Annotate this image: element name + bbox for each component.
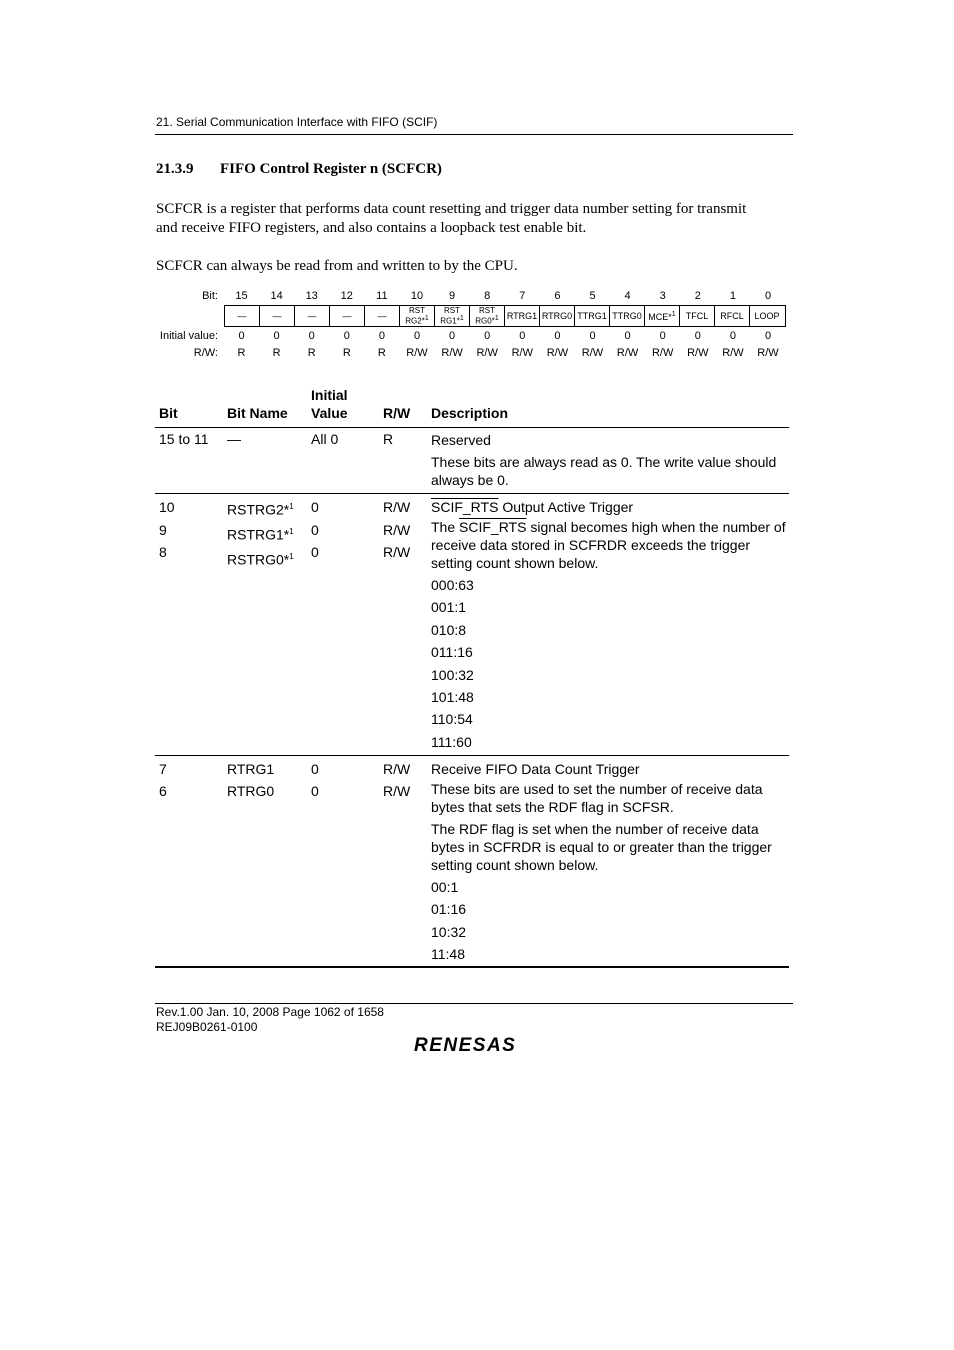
bit-field: RST RG0*$^1$ [469,306,504,326]
bit-number: 8 [484,290,491,302]
row-divider [155,493,789,494]
rw-value: R/W [722,347,744,359]
bit-cell [159,758,167,802]
col-header-bit-name: Bit Name [227,405,288,421]
setting-value: 011:16 [431,644,473,661]
setting-value: 001:1 [431,599,467,616]
description-title: Receive FIFO Data Count Trigger [431,761,640,777]
description-text: These bits are used to set the number of receive data bytes that sets the RDF flag in SCFSR. [431,781,763,815]
description-cell [431,758,789,966]
setting-value: 100:32 [431,666,474,683]
rw-value: R/W [581,347,604,359]
rw-value: R/W [476,347,498,359]
rw-value: R/W [383,761,411,777]
setting-value: 010:8 [431,621,467,638]
initial-value: 0 [729,330,736,342]
setting-value: 101:48 [431,689,474,706]
bit-field: LOOP [749,306,784,326]
bit-cell: 15 to 11 [159,431,209,447]
initial-value: 0 [694,330,701,342]
description-title: Reserved [431,432,491,448]
bit-number: 13 [305,290,318,302]
rw-value: R/W [616,347,639,359]
setting-value: 111:60 [431,733,472,750]
initial-value: 0 [413,330,421,342]
initial-row-label: Initial value: [159,330,218,342]
setting-value: 01:16 [431,901,467,918]
section-heading [156,161,442,178]
bit-field: TTRG1 [574,306,609,326]
bit-number: 10 [410,290,424,302]
rw-value: R [377,347,386,359]
bit-field: RFCL [714,306,749,326]
rw-value: R/W [757,347,779,359]
intro-line-2: and receive FIFO registers, and also contains a loopback test enable bit. [156,220,587,236]
bit-field: RST RG2*$^1$ [399,306,434,326]
bit-field: RTRG0 [539,306,574,326]
bit-name-cell [227,758,274,802]
renesas-logo-mark [414,1033,534,1055]
initial-cell [311,496,319,564]
footer-revision: Rev.1.00 Jan. 10, 2008 Page 1062 of 1658 [156,1005,384,1019]
bit-name-rstrg1: RSTRG1*$^1$ [227,526,294,543]
initial-value: 0 [311,783,319,799]
bit-10: 10 [159,499,175,515]
setting-values [431,574,789,753]
bit-number: 5 [589,290,596,302]
bit-field: — [364,306,399,326]
initial-value: 0 [311,499,319,515]
rw-value: R/W [441,347,463,359]
col-header-rw: R/W [383,405,411,421]
bit-field: TFCL [679,306,714,326]
initial-value: 0 [238,330,245,342]
setting-value: 11:48 [431,946,465,963]
bit-number: 1 [729,290,736,302]
bit-7: 7 [159,761,167,777]
bit-number: 2 [694,290,701,302]
initial-value: 0 [311,761,319,777]
description-text: These bits are always read as 0. The write value should always be 0. [431,454,777,488]
bit-field: RTRG1 [504,306,539,326]
initial-cell: All 0 [311,431,339,447]
initial-value: 0 [554,330,561,342]
rw-cell [383,758,410,802]
bit-name-rstrg0: RSTRG0*$^1$ [227,551,294,568]
bit-name-cell [227,496,294,571]
initial-value: 0 [519,330,526,342]
setting-value: 00:1 [431,879,459,895]
bit-number: 0 [764,290,772,302]
col-header-description: Description [431,405,509,421]
initial-value: 0 [273,330,280,342]
bit-name-rtrg0: RTRG0 [227,783,275,799]
setting-value: 10:32 [431,923,467,940]
renesas-logo [414,1033,534,1060]
bit-number: 3 [659,290,666,302]
initial-value: 0 [449,330,456,342]
initial-cell [311,758,319,802]
bit-field: RST RG1*$^1$ [434,306,469,326]
bit-field: — [237,310,247,321]
bit-field: — [259,306,294,326]
access-paragraph: SCFCR can always be read from and written to by the CPU. [156,258,518,274]
intro-paragraph [156,200,796,238]
col-header-bit: Bit [159,405,178,421]
table-header-rule [155,427,789,428]
register-bit-fields [224,305,786,327]
svg-text:RENESAS: RENESAS [414,1035,517,1055]
rw-row-label: R/W: [193,347,218,359]
bit-number: 15 [235,290,248,302]
rw-value: R [237,347,246,359]
header-rule [155,134,793,135]
bit-9: 9 [159,521,167,538]
bit-field: TTRG0 [609,306,644,326]
bit-8: 8 [159,544,167,560]
rw-value: R/W [651,347,674,359]
initial-value: 0 [308,330,315,342]
bit-6: 6 [159,783,167,799]
bit-number: 11 [376,290,388,302]
rw-value: R/W [687,347,709,359]
rw-value: R [272,347,281,359]
setting-values [431,876,789,966]
footer-document-number: REJ09B0261-0100 [156,1020,258,1034]
rw-value: R/W [546,347,569,359]
initial-value: 0 [624,330,631,342]
description-text: The RDF flag is set when the number of receive data bytes in SCFRDR is equal to or greater than the trigger setting count shown below. [431,821,772,873]
bit-row-label: Bit: [202,290,218,302]
bit-name-cell: — [227,431,241,447]
intro-line-1: SCFCR is a register that performs data count resetting and trigger data number setting for transmit [156,201,747,217]
initial-value: 0 [484,330,491,342]
footer-rule [155,1003,793,1004]
rw-value: R/W [383,499,411,515]
initial-value: 0 [764,330,772,342]
rw-value: R/W [383,783,411,799]
section-title: FIFO Control Register n (SCFCR) [220,161,442,177]
row-divider [155,755,789,756]
bit-number: 7 [519,290,526,302]
bit-name-rstrg2: RSTRG2*$^1$ [227,501,294,518]
bit-number: 14 [270,290,283,302]
rw-value: R [307,347,316,359]
description-text: The SCIF_RTS signal becomes high when the number of receive data stored in SCFRDR exceeds the trigger setting count shown below. [431,519,786,571]
initial-value: 0 [659,330,666,342]
col-header-initial: Initial [311,387,348,403]
rw-value: R/W [383,544,411,560]
col-header-value: Value [311,405,348,421]
initial-value: 0 [343,330,350,342]
description-cell [431,496,789,753]
rw-value: R/W [383,521,411,538]
section-number: 21.3.9 [156,161,194,177]
bit-field: MCE*$^1$ [644,306,679,326]
bit-field: — [329,306,364,326]
table-bottom-rule [155,966,789,968]
initial-value: 0 [311,521,319,538]
bit-number: 4 [624,290,631,302]
description-cell [431,431,789,489]
description-title: SCIF_RTS Output Active Trigger [431,499,634,515]
bit-number: 6 [554,290,561,302]
rw-value: R/W [406,347,428,359]
setting-value: 000:63 [431,577,474,593]
rw-cell: R [383,431,394,447]
initial-value: 0 [589,330,596,342]
footer [156,1005,384,1035]
initial-value: 0 [311,544,319,560]
initial-value: 0 [378,330,385,342]
setting-value: 110:54 [431,711,473,728]
bit-number: 9 [449,290,456,302]
bit-cell [159,496,175,564]
rw-value: R/W [511,347,533,359]
running-header: 21. Serial Communication Interface with FIFO (SCIF) [156,115,438,129]
bit-number: 12 [340,290,353,302]
bit-field: — [294,306,329,326]
rw-value: R [342,347,351,359]
rw-cell [383,496,410,564]
bit-name-rtrg1: RTRG1 [227,761,275,777]
